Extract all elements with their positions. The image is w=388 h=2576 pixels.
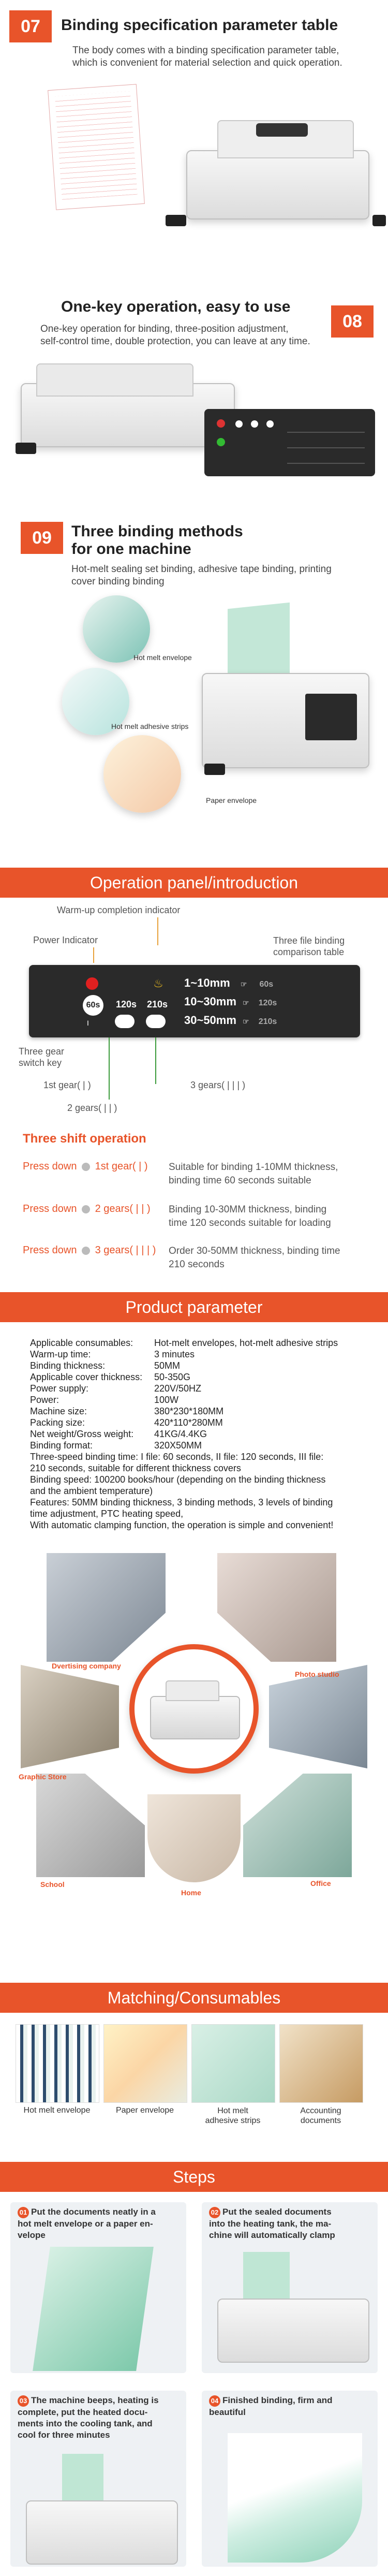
label-3-gears: 3 gears( | | | ) [190,1080,246,1090]
gear-210s-label: 210s [147,999,168,1009]
param-line: 210 seconds, suitable for different thickness covers [30,1463,241,1473]
label-school: School [40,1880,65,1889]
label-1st-gear: 1st gear( | ) [43,1080,91,1090]
caption-hot-melt-envelope: Hot melt envelope [133,653,192,662]
param-row [30,1417,371,1429]
consumables-band: Matching/Consumables [0,1983,388,2013]
graphic-store-photo [21,1665,119,1768]
param-line: Binding speed: 100200 books/hour (depending on the binding thickness [30,1474,326,1485]
shift-button-icon [82,1247,90,1255]
param-row [30,1395,371,1406]
office-photo [243,1774,352,1877]
label-advertising-company: Dvertising company [52,1662,121,1670]
param-line: time adjustment, PTC heating speed, [30,1509,184,1519]
advertising-company-photo [47,1553,166,1662]
param-line: and the ambient temperature) [30,1486,153,1496]
param-line: Three-speed binding time: I file: 60 seconds, II file: 120 seconds, III file: [30,1452,324,1462]
param-value: 3 minutes [154,1349,195,1359]
param-row [30,1349,371,1360]
param-row [30,1383,371,1395]
machine-foot-09 [204,764,225,775]
comparison-row-2-range: 10~30mm [184,995,236,1008]
label-power-indicator: Power Indicator [33,935,98,945]
shift-3-desc-b: 210 seconds [169,1259,225,1270]
shift-button-icon [82,1205,90,1213]
label-2-gears: 2 gears( | | ) [67,1103,117,1113]
home-photo [147,1794,241,1882]
hand-icon: ☞ [240,980,247,988]
machine-foot-right-07 [372,215,386,226]
shift-1-desc-b: binding time 60 seconds suitable [169,1175,311,1186]
shift-press-1: Press down [23,1161,77,1172]
shift-gear-3: 3 gears( | | | ) [95,1245,156,1256]
consumable-label-4 [279,2106,362,2126]
step-3-number: 03 [18,2395,29,2407]
caption-paper-envelope: Paper envelope [206,796,257,804]
label-comparison-table-2: comparison table [273,947,345,957]
label-graphic-store: Graphic Store [19,1773,67,1781]
param-key: Packing size: [30,1417,85,1428]
comparison-row-1-time: 60s [259,980,274,989]
section-desc-07a: The body comes with a binding specification parameter table, [72,45,339,56]
shift-1-desc [169,1161,338,1188]
product-parameter-band: Product parameter [0,1292,388,1322]
consumable-label-4a: Accounting [300,2106,341,2115]
param-value: Hot-melt envelopes, hot-melt adhesive strips [154,1338,338,1348]
leader-line-warmup [157,917,158,945]
step-2-machine [217,2299,369,2363]
step-3-line-b: complete, put the heated docu- [18,2407,148,2417]
shift-2-desc-b: time 120 seconds suitable for loading [169,1218,331,1228]
parameter-table-card [48,84,145,210]
consumable-label-4b: documents [300,2116,341,2125]
param-row [30,1406,371,1417]
param-line: With automatic clamping function, the operation is simple and convenient! [30,1520,334,1530]
step-1-line-c: velope [18,2230,46,2240]
consumable-label-1: Hot melt envelope [23,2106,91,2115]
step-1-line-b: hot melt envelope or a paper en- [18,2219,153,2229]
adhesive-strips-item-photo [191,2024,275,2103]
step-3-sheet [62,2454,103,2506]
center-machine-top [166,1680,219,1701]
center-machine [150,1696,240,1739]
param-key: Net weight/Gross weight: [30,1429,134,1439]
param-row [30,1338,371,1349]
label-gear-switch-key-2: switch key [19,1058,62,1068]
shift-3-label [23,1245,156,1256]
section-desc-07b: which is convenient for material selection and quick operation. [72,57,342,68]
shift-2-label [23,1203,151,1215]
section-number-08: 08 [331,305,374,338]
gear-button-icon [251,420,258,428]
school-photo [36,1774,145,1877]
shift-button-icon [82,1163,90,1171]
binding-machine-07 [186,150,369,219]
power-indicator-light [86,977,98,990]
red-indicator-icon [217,419,225,428]
gear-button-icon [266,420,274,428]
param-value: 100W [154,1395,179,1405]
step-1-number: 01 [18,2207,29,2218]
step-3-line-c: ments into the cooling tank, and [18,2419,153,2428]
param-value: 220V/50HZ [154,1383,202,1394]
section-number-09: 09 [21,522,63,554]
shift-1-desc-a: Suitable for binding 1-10MM thickness, [169,1162,338,1173]
param-value: 50MM [154,1360,181,1371]
step-3-line-a: The machine beeps, heating is [31,2395,159,2405]
label-photo-studio: Photo studio [295,1670,339,1678]
usage-scenes [0,1546,388,1919]
param-row [30,1429,371,1440]
step-3-machine [26,2500,178,2565]
photo-studio-side-photo [269,1665,367,1768]
shift-3-desc-a: Order 30-50MM thickness, binding time [169,1246,340,1256]
machine-handle-07 [256,123,308,137]
machine-foot-left-07 [166,215,186,226]
param-row [30,1360,371,1372]
consumable-label-3b: adhesive strips [205,2116,261,2125]
param-key: Power: [30,1395,59,1405]
parameter-table-lines [55,91,138,200]
param-row [30,1372,371,1383]
comparison-row-2 [184,995,350,1008]
center-machine-circle [129,1644,259,1774]
label-office: Office [310,1879,331,1887]
shift-1-label [23,1161,148,1173]
leader-line-gear3 [155,1037,156,1084]
step-4-line-a: Finished binding, firm and [222,2395,333,2405]
green-indicator-icon [217,438,225,446]
leader-line-power [93,947,94,963]
param-value: 50-350G [154,1372,191,1382]
step-2-text [209,2206,335,2241]
param-value: 320X50MM [154,1440,202,1451]
operation-panel [29,965,360,1037]
section-desc-09b: cover binding binding [71,576,165,587]
machine-top-08 [36,363,193,397]
paper-envelope-item-photo [103,2024,187,2103]
section-title-09a: Three binding methods [71,523,243,540]
section-title-07: Binding specification parameter table [61,17,338,34]
hot-melt-envelope-item-photo [16,2024,99,2103]
comparison-row-3-range: 30~50mm [184,1014,236,1027]
consumable-label-3a: Hot melt [217,2106,248,2115]
consumable-label-3 [191,2106,274,2126]
param-key: Power supply: [30,1383,89,1394]
param-key: Binding thickness: [30,1360,106,1371]
section-desc-08a: One-key operation for binding, three-position adjustment, [40,324,289,334]
param-key: Applicable cover thickness: [30,1372,143,1382]
gear-210s-button[interactable] [146,1015,166,1028]
step-4-line-b: beautiful [209,2407,246,2417]
param-row [30,1440,371,1452]
section-number-07: 07 [9,10,52,42]
caption-adhesive-strips: Hot melt adhesive strips [111,722,189,730]
step-2-number: 02 [209,2207,220,2218]
gear-120s-button[interactable] [115,1015,135,1028]
step-2-line-a: Put the sealed documents [222,2207,332,2217]
accounting-documents-item-photo [279,2024,363,2103]
step-3-text [18,2395,159,2441]
step-4-number: 04 [209,2395,220,2407]
comparison-row-2-time: 120s [258,999,277,1007]
param-key: Binding format: [30,1440,93,1451]
label-comparison-table-1: Three file binding [273,935,345,946]
consumable-label-2: Paper envelope [115,2106,174,2115]
comparison-row-1-range: 1~10mm [184,976,230,989]
comparison-table-lines [287,417,365,469]
param-value: 420*110*280MM [154,1417,223,1428]
param-key: Machine size: [30,1406,87,1416]
step-3-line-d: cool for three minutes [18,2430,110,2440]
label-gear-switch-key [19,1046,64,1069]
parameter-table [30,1338,371,1531]
roman-i: I [87,1019,89,1027]
gear-60s-button[interactable]: 60s [83,995,103,1016]
machine-panel-09 [305,694,357,740]
steps-band: Steps [0,2162,388,2192]
step-1-text [18,2206,156,2241]
machine-foot-08 [16,443,36,454]
hand-icon: ☞ [243,999,249,1007]
section-desc-08b: self-control time, double protection, you can leave at any time. [40,336,310,347]
comparison-row-3 [184,1014,350,1027]
shift-2-desc-a: Binding 10-30MM thickness, binding [169,1204,327,1215]
three-shift-title: Three shift operation [23,1132,146,1146]
hand-icon: ☞ [243,1017,249,1026]
shift-gear-2: 2 gears( | | ) [95,1203,151,1214]
param-key: Warm-up time: [30,1349,91,1359]
step-2-line-b: into the heating tank, the ma- [209,2219,332,2229]
step-1-photo [33,2247,154,2371]
label-gear-switch-key-1: Three gear [19,1046,65,1057]
param-line: Features: 50MM binding thickness, 3 binding methods, 3 levels of binding [30,1497,333,1507]
operation-panel-band: Operation panel/introduction [0,868,388,898]
param-key: Applicable consumables: [30,1338,133,1348]
leader-line-gear [109,1037,110,1100]
param-value: 380*230*180MM [154,1406,224,1416]
param-value: 41KG/4.4KG [154,1429,207,1439]
hot-melt-envelope-photo [83,595,150,663]
paper-envelope-photo [103,735,181,813]
shift-press-3: Press down [23,1245,77,1256]
gear-button-icon [235,420,243,428]
shift-3-desc [169,1245,340,1271]
label-warmup-indicator: Warm-up completion indicator [57,905,181,915]
warmup-heat-icon: ♨ [153,977,163,990]
shift-2-desc [169,1203,331,1230]
shift-press-2: Press down [23,1203,77,1214]
section-title-09b: for one machine [71,540,191,558]
step-4-text [209,2395,333,2418]
comparison-row-3-time: 210s [258,1017,277,1026]
shift-gear-1: 1st gear( | ) [95,1161,148,1172]
label-home: Home [181,1889,201,1897]
step-2-line-c: chine will automatically clamp [209,2230,335,2240]
label-comparison-table [273,935,345,958]
photo-studio-photo [217,1553,336,1662]
gear-120s-label: 120s [116,999,137,1009]
comparison-row-1 [184,976,350,990]
step-4-bound-document-photo [228,2433,362,2563]
step-1-line-a: Put the documents neatly in a [31,2207,156,2217]
section-desc-09a: Hot-melt sealing set binding, adhesive tape binding, printing [71,564,332,575]
section-title-08: One-key operation, easy to use [61,298,291,315]
control-panel-closeup [204,409,375,476]
